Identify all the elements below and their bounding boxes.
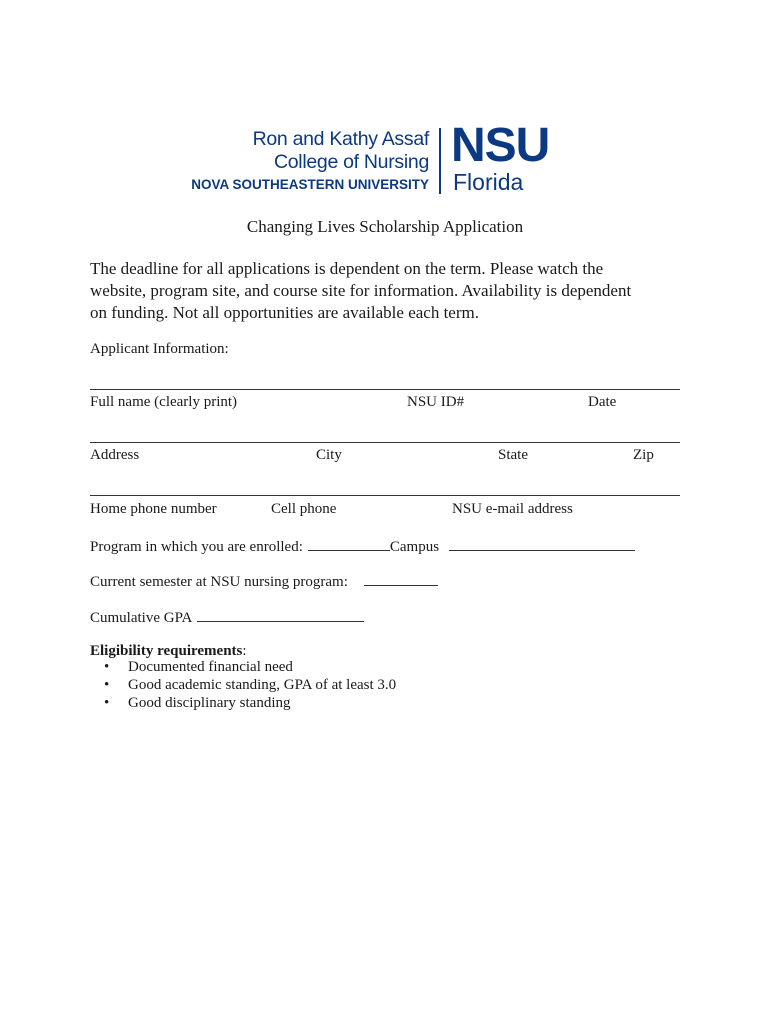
semester-input-line[interactable]	[364, 571, 438, 586]
full-name-label: Full name (clearly print)	[90, 394, 238, 410]
city-label: City	[316, 447, 342, 463]
logo-line-2: College of Nursing	[273, 151, 429, 173]
program-row	[90, 536, 635, 556]
college-logo	[191, 119, 573, 200]
list-item: • Good disciplinary standing	[90, 694, 396, 712]
applicant-info-heading: Applicant Information:	[90, 341, 229, 357]
gpa-label: Cumulative GPA	[90, 610, 193, 626]
logo-divider	[439, 128, 441, 194]
row3-contact-line[interactable]	[90, 495, 680, 496]
semester-label: Current semester at NSU nursing program:	[90, 574, 348, 590]
date-label: Date	[588, 394, 617, 410]
logo-florida: Florida	[453, 169, 524, 195]
gpa-row	[90, 607, 364, 627]
logo-line-1: Ron and Kathy Assaf	[252, 128, 429, 150]
eligibility-heading-text: Eligibility requirements	[90, 643, 243, 659]
program-label: Program in which you are enrolled:	[90, 539, 303, 555]
logo-nsu: NSU	[451, 119, 550, 172]
campus-label: Campus	[389, 539, 440, 555]
eligibility-list	[90, 658, 396, 712]
gpa-input-line[interactable]	[197, 607, 364, 622]
list-item: • Good academic standing, GPA of at least 3.0	[90, 676, 396, 694]
email-label: NSU e-mail address	[452, 501, 573, 517]
row1-signature-line[interactable]	[90, 389, 680, 390]
eligibility-colon: :	[242, 643, 247, 659]
intro-line: on funding. Not all opportunities are available each term.	[90, 303, 479, 322]
list-item: • Documented financial need	[90, 658, 396, 676]
intro-line: website, program site, and course site for information. Availability is dependent	[90, 281, 632, 300]
logo-line-3: NOVA SOUTHEASTERN UNIVERSITY	[191, 177, 429, 192]
campus-input-line[interactable]	[449, 536, 635, 551]
nsu-id-label: NSU ID#	[407, 394, 465, 410]
program-input-line[interactable]	[308, 536, 390, 551]
cell-phone-label: Cell phone	[271, 501, 337, 517]
home-phone-label: Home phone number	[90, 501, 217, 517]
intro-paragraph	[90, 258, 680, 324]
address-label: Address	[90, 447, 140, 463]
semester-row	[90, 571, 438, 591]
zip-label: Zip	[633, 447, 654, 463]
logo-wordmark	[191, 128, 429, 194]
page-title: Changing Lives Scholarship Application	[246, 217, 524, 236]
row2-address-line[interactable]	[90, 442, 680, 443]
state-label: State	[498, 447, 528, 463]
intro-line: The deadline for all applications is dependent on the term. Please watch the	[90, 259, 604, 278]
